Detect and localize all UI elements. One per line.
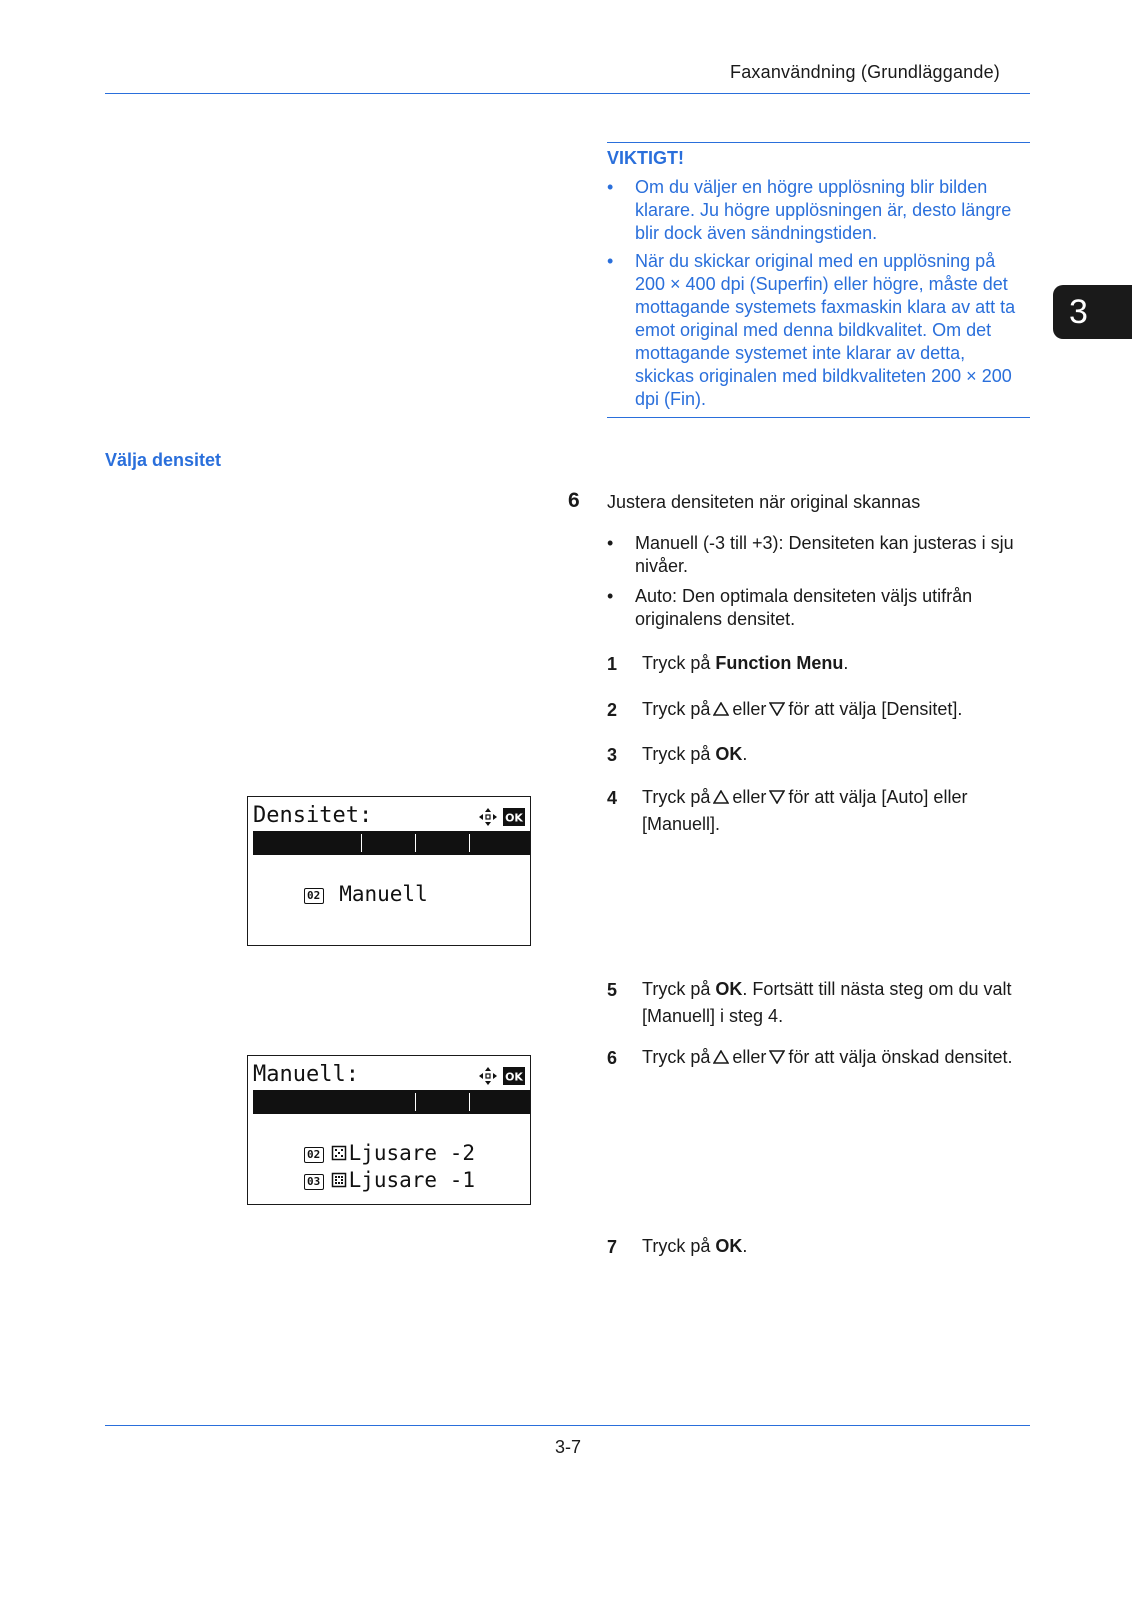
step-text <box>642 784 1032 838</box>
step-text-part: Tryck på <box>642 653 716 673</box>
step-number: 1 <box>607 654 618 674</box>
step-number: 5 <box>607 980 618 1000</box>
lcd-screen-density <box>247 796 531 946</box>
note-bullets <box>607 176 1027 416</box>
lcd-row-auto[interactable] <box>253 831 530 879</box>
lcd-nav-icons <box>478 1066 526 1090</box>
main-step-number: 6 <box>568 489 580 512</box>
key-label: Function Menu <box>715 653 844 673</box>
note-bullet <box>607 250 1027 411</box>
step-number: 4 <box>607 788 618 808</box>
density-options-list <box>607 532 1027 638</box>
step-text-part: . <box>742 744 748 764</box>
step-text-part: för att välja [Auto] eller [Manuell]. <box>642 787 968 834</box>
lcd-item-label: Manuell <box>326 882 428 906</box>
bullet-icon: • <box>607 586 614 606</box>
up-triangle-icon <box>713 702 729 716</box>
divider <box>469 1093 470 1111</box>
main-step-text: Justera densiteten när original skannas <box>607 492 921 512</box>
step-text <box>642 1044 1032 1071</box>
list-item-text: Auto: Den optimala densiteten väljs utifrån originalens densitet. <box>635 586 973 629</box>
step-text-part: Tryck på <box>642 744 716 764</box>
step-text-part: . Fortsätt till nästa steg om du valt [Manuell] i steg 4. <box>642 979 1012 1026</box>
lcd-row-lighter-3[interactable] <box>253 1090 530 1138</box>
down-triangle-icon <box>769 702 785 716</box>
lcd-item-number: 01 <box>304 861 324 877</box>
lcd-item-number: 02 <box>304 888 324 904</box>
step-text <box>642 650 1032 677</box>
lcd-item-number: 01 <box>304 1120 324 1136</box>
lcd-row-lighter-1[interactable] <box>253 1144 530 1192</box>
running-header: Faxanvändning (Grundläggande) <box>730 62 1000 82</box>
bullet-icon: • <box>607 177 614 197</box>
lcd-item-label: *Auto <box>326 855 390 879</box>
divider <box>415 1093 416 1111</box>
step-text-part: eller <box>732 1047 767 1067</box>
step-text <box>642 1233 1032 1260</box>
page-number: 3-7 <box>554 1437 581 1457</box>
key-label: OK <box>715 744 743 764</box>
lcd-item-number: 02 <box>304 1147 324 1163</box>
key-label: OK <box>715 1236 743 1256</box>
step-text-part: Tryck på <box>642 1047 711 1067</box>
note-title: VIKTIGT! <box>607 148 684 168</box>
step-text <box>642 696 1032 723</box>
step-text-part: för att välja [Densitet]. <box>788 699 963 719</box>
note-bullet <box>607 176 1027 245</box>
note-bottom-rule <box>607 417 1030 418</box>
ok-icon-label: OK <box>505 811 523 825</box>
down-triangle-icon <box>769 790 785 804</box>
lcd-title: Manuell: <box>253 1062 359 1087</box>
lcd-row-lighter-2[interactable] <box>253 1117 530 1165</box>
step-text-part: Tryck på <box>642 699 711 719</box>
nav-ok-icon <box>478 1066 526 1086</box>
list-item <box>607 532 1027 578</box>
nav-ok-icon <box>478 807 526 827</box>
up-triangle-icon <box>713 1050 729 1064</box>
step-number: 2 <box>607 700 618 720</box>
up-triangle-icon <box>713 790 729 804</box>
step-text-part: Tryck på <box>642 787 711 807</box>
bullet-icon: • <box>607 251 614 271</box>
lcd-item-label: Ljusare -3 <box>348 1114 476 1138</box>
density-medium-dots-icon <box>331 1172 347 1188</box>
step-text-part: . <box>742 1236 748 1256</box>
step-text <box>642 741 1032 768</box>
footer-rule <box>105 1425 1030 1426</box>
step-text-part: . <box>843 653 849 673</box>
step-text-part: Tryck på <box>642 979 716 999</box>
list-item-text: Manuell (-3 till +3): Densiteten kan justeras i sju nivåer. <box>635 533 1014 576</box>
lcd-item-label: Ljusare -2 <box>348 1141 476 1165</box>
step-number: 3 <box>607 745 618 765</box>
divider <box>415 834 416 852</box>
ok-icon-label: OK <box>505 1070 523 1084</box>
lcd-item-number: 03 <box>304 1174 324 1190</box>
list-item <box>607 585 1027 631</box>
chapter-tab: 3 <box>1053 285 1132 339</box>
divider <box>361 834 362 852</box>
step-number: 6 <box>607 1048 618 1068</box>
lcd-row-manual[interactable] <box>253 858 530 906</box>
step-text-part: eller <box>732 787 767 807</box>
lcd-title: Densitet: <box>253 803 373 828</box>
bullet-icon: • <box>607 533 614 553</box>
header-rule <box>105 93 1030 94</box>
step-text-part: Tryck på <box>642 1236 716 1256</box>
lcd-nav-icons <box>478 807 526 831</box>
step-text <box>642 976 1032 1030</box>
down-triangle-icon <box>769 1050 785 1064</box>
key-label: OK <box>715 979 743 999</box>
lcd-item-label: Ljusare -1 <box>348 1168 476 1192</box>
section-heading: Välja densitet <box>105 450 222 470</box>
note-bullet-text: När du skickar original med en upplösning på 200 × 400 dpi (Superfin) eller högre, måste det mottagande systemets faxmaskin klara av att ta emot original med denna bildkvalitet. Om det mottagande systemet inte klarar av detta, skickas originalen med bildkvaliteten 200 × 200 dpi (Fin). <box>635 251 1016 409</box>
step-text-part: för att välja önskad densitet. <box>788 1047 1013 1067</box>
step-number: 7 <box>607 1237 618 1257</box>
note-top-rule <box>607 142 1030 143</box>
note-bullet-text: Om du väljer en högre upplösning blir bilden klarare. Ju högre upplösningen är, desto längre blir dock även sändningstiden. <box>635 177 1012 243</box>
lcd-screen-manual <box>247 1055 531 1205</box>
step-text-part: eller <box>732 699 767 719</box>
divider <box>469 834 470 852</box>
